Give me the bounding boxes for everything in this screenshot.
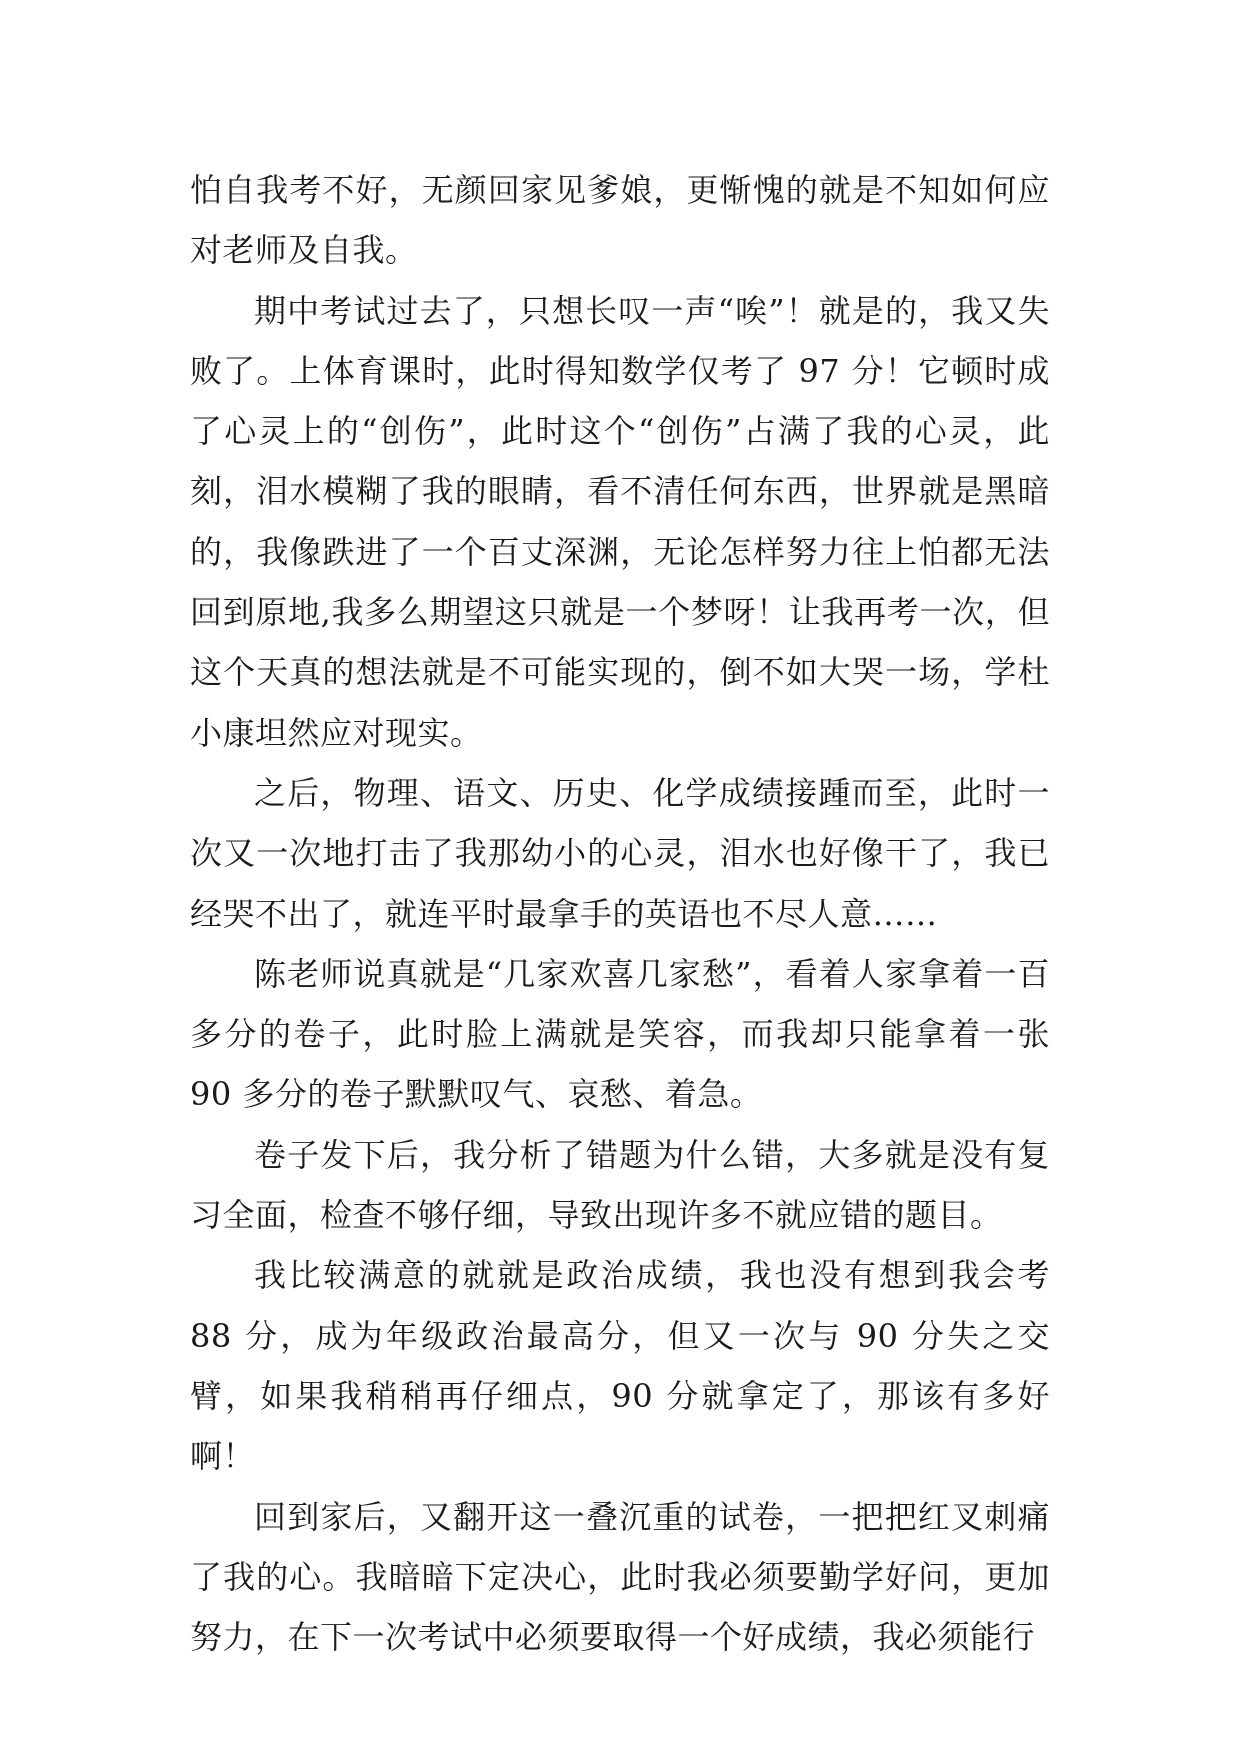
paragraph: 期中考试过去了，只想长叹一声“唉”！就是的，我又失败了。上体育课时，此时得知数学仅考了 97 分！它顿时成了心灵上的“创伤”，此时这个“创伤”占满了我的心灵，此刻，泪水模糊了我的眼睛，看不清任何东西，世界就是黑暗的，我像跌进了一个百丈深渊，无论怎样努力往上怕都无法回到原地,我多么期望这只就是一个梦呀！让我再考一次，但这个天真的想法就是不可能实现的，倒不如大哭一场，学杜小康坦然应对现实。 <box>190 291 1050 752</box>
document-body <box>190 160 1050 1667</box>
paragraph: 陈老师说真就是“几家欢喜几家愁”，看着人家拿着一百多分的卷子，此时脸上满就是笑容，而我却只能拿着一张 90 多分的卷子默默叹气、哀愁、着急。 <box>190 954 1050 1114</box>
paragraph-continuation: 怕自我考不好，无颜回家见爹娘，更惭愧的就是不知如何应对老师及自我。 <box>190 171 1050 270</box>
paragraph: 卷子发下后，我分析了错题为什么错，大多就是没有复习全面，检查不够仔细，导致出现许多不就应错的题目。 <box>190 1135 1050 1235</box>
paragraph: 之后，物理、语文、历史、化学成绩接踵而至，此时一次又一次地打击了我那幼小的心灵，泪水也好像干了，我已经哭不出了，就连平时最拿手的英语也不尽人意…… <box>190 773 1050 933</box>
paragraph: 回到家后，又翻开这一叠沉重的试卷，一把把红叉刺痛了我的心。我暗暗下定决心，此时我必须要勤学好问，更加努力，在下一次考试中必须要取得一个好成绩，我必须能行 <box>190 1497 1050 1657</box>
paragraph: 我比较满意的就就是政治成绩，我也没有想到我会考 88 分，成为年级政治最高分，但又一次与 90 分失之交臂，如果我稍稍再仔细点，90 分就拿定了，那该有多好啊！ <box>190 1256 1050 1476</box>
